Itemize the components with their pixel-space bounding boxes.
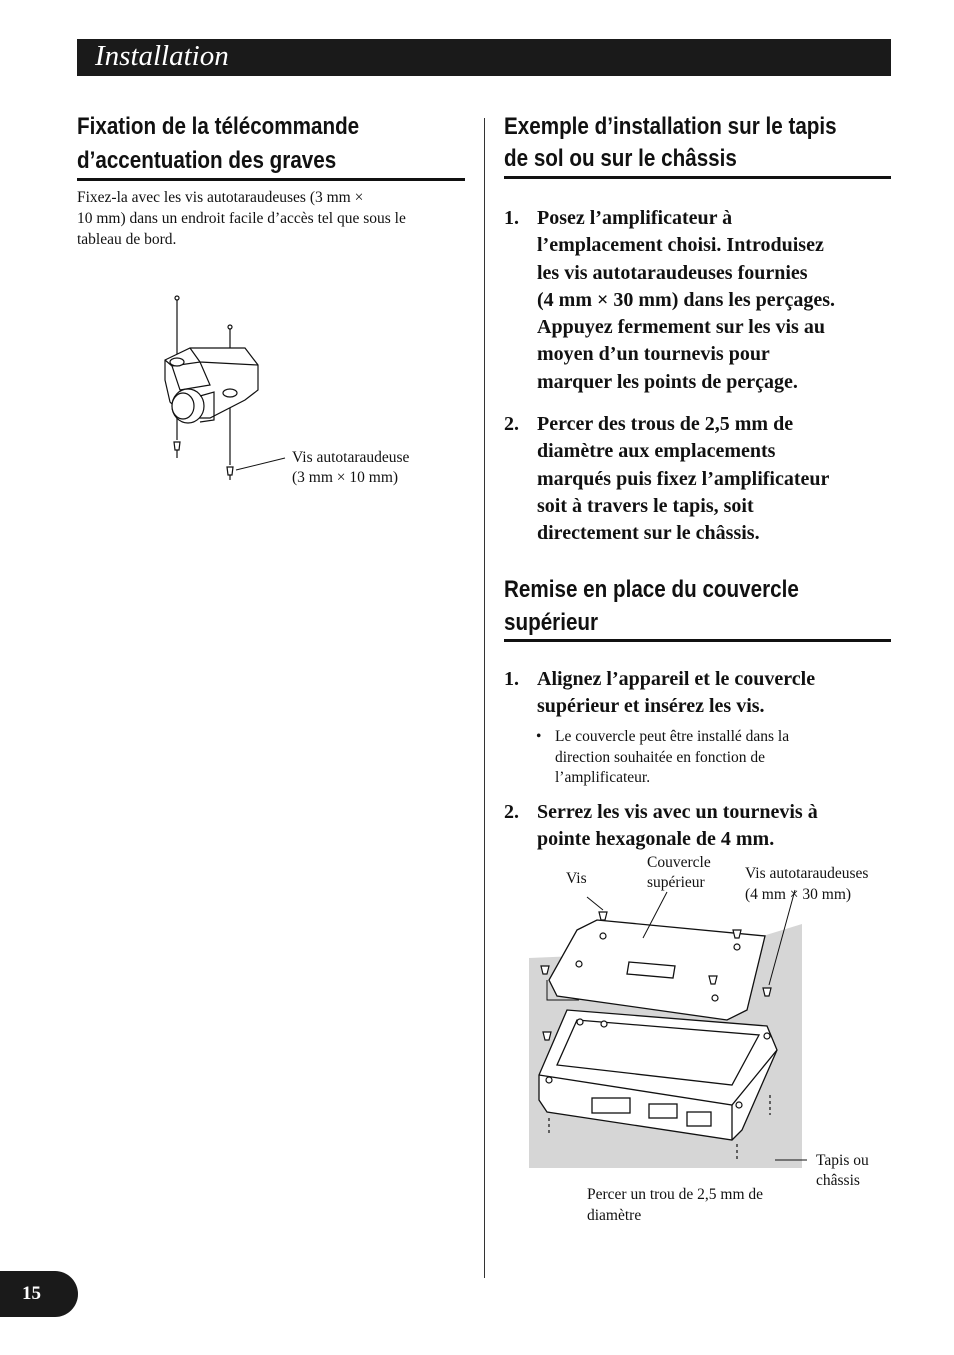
left-heading-line2: d’accentuation des graves (77, 147, 337, 174)
column-divider (484, 118, 485, 1278)
figure-label-percer-line1: Percer un trou de 2,5 mm de (587, 1186, 764, 1203)
page-number: 15 (0, 1271, 78, 1317)
figure-label-tapis-line2: châssis (816, 1172, 860, 1189)
left-heading-rule (77, 178, 465, 181)
cover-note (536, 727, 891, 789)
cover-step-1 (504, 666, 891, 722)
figure-label-vis-auto-line2: (4 mm × 30 mm) (745, 886, 852, 903)
right-heading2-line2: supérieur (504, 609, 599, 636)
step-line: (4 mm × 30 mm) dans les perçages. (537, 288, 836, 311)
left-paragraph-line2: 10 mm) dans un endroit facile d’accès tel que sous le (77, 210, 406, 227)
figure-label-tapis-line1: Tapis ou (816, 1152, 869, 1169)
screw-label-line1: Vis autotaraudeuse (292, 449, 410, 466)
figure-label-couvercle-line2: supérieur (647, 874, 705, 891)
step-number: 2. (504, 801, 519, 823)
step-line: diamètre aux emplacements (537, 440, 776, 463)
step-number: 2. (504, 413, 519, 435)
step-line: directement sur le châssis. (537, 522, 760, 545)
step-line: marquer les points de perçage. (537, 370, 798, 393)
install-step-2 (504, 411, 891, 551)
right-heading2-rule (504, 639, 891, 642)
right-heading2-line1: Remise en place du couvercle (504, 576, 799, 603)
figure-label-couvercle-line1: Couvercle (647, 854, 711, 871)
step-line: moyen d’un tournevis pour (537, 343, 770, 366)
step-line: les vis autotaraudeuses fournies (537, 261, 808, 284)
page-title: Installation (95, 40, 229, 72)
bullet-mark: • (536, 728, 542, 745)
figure-label-vis-auto-line1: Vis autotaraudeuses (745, 865, 869, 882)
left-paragraph-line3: tableau de bord. (77, 231, 177, 248)
step-line: Alignez l’appareil et le couvercle (537, 668, 816, 690)
step-line: supérieur et insérez les vis. (537, 695, 765, 718)
step-line: Percer des trous de 2,5 mm de (537, 413, 794, 435)
left-heading-line1: Fixation de la télécommande (77, 113, 360, 140)
note-line: Le couvercle peut être installé dans la (555, 728, 790, 745)
step-line: Serrez les vis avec un tournevis à (537, 801, 818, 823)
step-line: l’emplacement choisi. Introduisez (537, 234, 824, 257)
step-line: pointe hexagonale de 4 mm. (537, 828, 775, 851)
step-line: marqués puis fixez l’amplificateur (537, 467, 830, 490)
step-line: Posez l’amplificateur à (537, 207, 733, 229)
right-heading1-line1: Exemple d’installation sur le tapis (504, 113, 837, 140)
step-number: 1. (504, 668, 519, 690)
figure-label-percer-line2: diamètre (587, 1207, 642, 1224)
cover-step-2 (504, 799, 891, 855)
install-step-1 (504, 205, 891, 397)
screw-label-line2: (3 mm × 10 mm) (292, 469, 399, 486)
step-line: soit à travers le tapis, soit (537, 494, 754, 517)
note-line: direction souhaitée en fonction de (555, 748, 766, 766)
remote-control-illustration (150, 290, 290, 490)
figure-label-vis: Vis (566, 870, 587, 887)
right-heading1-rule (504, 176, 891, 179)
step-number: 1. (504, 207, 519, 229)
right-heading1-line2: de sol ou sur le châssis (504, 145, 737, 172)
step-line: Appuyez fermement sur les vis au (537, 316, 825, 339)
note-line: l’amplificateur. (555, 769, 651, 786)
amplifier-cover-illustration (527, 900, 857, 1170)
left-paragraph-line1: Fixez-la avec les vis autotaraudeuses (3 mm × (77, 189, 364, 206)
